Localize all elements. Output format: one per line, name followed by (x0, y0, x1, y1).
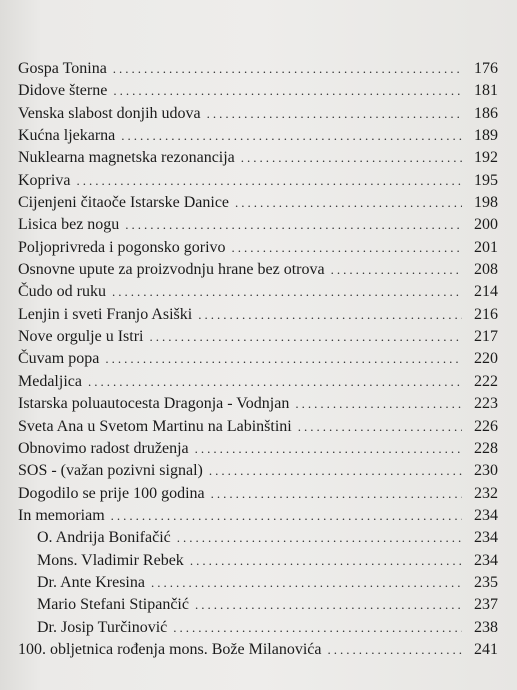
toc-entry-title: Nuklearna magnetska rezonancija (18, 149, 235, 167)
dot-leader (88, 374, 462, 390)
toc-entry (18, 485, 498, 507)
toc-entry-page: 216 (474, 305, 498, 323)
toc-entry-page: 195 (474, 171, 498, 189)
toc-entry-title: Dogodilo se prije 100 godina (18, 484, 205, 502)
toc-entry-title: Gospa Tonina (18, 60, 107, 77)
toc-entry (18, 306, 498, 328)
toc-entry-title: SOS - (važan pozivni signal) (18, 462, 203, 480)
dot-leader (190, 553, 462, 569)
toc-entry-title: Didove šterne (18, 82, 108, 100)
toc-entry (18, 395, 498, 417)
dot-leader (105, 351, 462, 367)
toc-entry-page: 181 (474, 82, 498, 100)
toc-entry-title: Čudo od ruku (18, 283, 106, 301)
toc-entry (18, 216, 498, 238)
toc-entry-page: 192 (474, 149, 498, 167)
toc-entry (18, 105, 498, 127)
dot-leader (177, 530, 462, 546)
toc-entry (18, 149, 498, 171)
dot-leader (211, 486, 462, 502)
dot-leader (112, 284, 462, 300)
toc-entry-page: 234 (474, 551, 498, 569)
dot-leader (207, 106, 462, 122)
toc-entry-title: Lisica bez nogu (18, 216, 120, 234)
dot-leader (198, 307, 462, 323)
dot-leader (241, 150, 462, 166)
dot-leader (331, 262, 462, 278)
toc-entry-title: In memoriam (18, 506, 105, 524)
toc-entry (18, 373, 498, 395)
toc-entry-page: 189 (474, 127, 498, 145)
toc-entry-title: Kopriva (18, 171, 71, 189)
toc-entry-title: Cijenjeni čitaoče Istarske Danice (18, 194, 230, 212)
toc-entry-page: 226 (474, 417, 498, 435)
toc-entry-title: Dr. Josip Turčinović (37, 618, 168, 636)
toc-entry (18, 261, 498, 283)
toc-entry-title: Istarska poluautocesta Dragonja - Vodnjan (18, 395, 290, 413)
dot-leader (125, 217, 462, 233)
toc-entry-page: 217 (474, 328, 498, 346)
dot-leader (121, 128, 462, 144)
toc-entry-page: 176 (474, 60, 498, 77)
toc-entry-page: 232 (474, 484, 498, 502)
toc-entry-title: Obnovimo radost druženja (18, 439, 189, 457)
toc-entry (18, 440, 498, 462)
toc-subentry (18, 596, 498, 618)
toc-entry-page: 223 (474, 395, 498, 413)
toc-subentry (18, 619, 498, 641)
toc-entry-page: 234 (474, 529, 498, 547)
dot-leader (298, 419, 462, 435)
toc-entry (18, 60, 498, 82)
toc-entry-page: 201 (474, 238, 498, 256)
toc-entry (18, 418, 498, 440)
toc-entry-title: Mario Stefani Stipančić (37, 596, 189, 614)
toc-entry-title: Mons. Vladimir Rebek (37, 551, 184, 569)
dot-leader (113, 61, 462, 77)
toc-entry-title: Sveta Ana u Svetom Martinu na Labinštini (18, 417, 292, 435)
dot-leader (232, 240, 462, 256)
dot-leader (327, 642, 462, 658)
toc-entry-title: Nove orgulje u Istri (18, 328, 144, 346)
toc-entry-title: Lenjin i sveti Franjo Asiški (18, 305, 193, 323)
dot-leader (195, 441, 462, 457)
toc-entry-page: 186 (474, 104, 498, 122)
toc-entry (18, 462, 498, 484)
toc-entry-title: 100. obljetnica rođenja mons. Bože Milanovića (18, 640, 322, 658)
toc-entry-page: 198 (474, 194, 498, 212)
toc-entry-page: 200 (474, 216, 498, 234)
toc-entry-page: 220 (474, 350, 498, 368)
dot-leader (235, 195, 462, 211)
dot-leader (151, 575, 462, 591)
dot-leader (295, 396, 462, 412)
dot-leader (111, 508, 462, 524)
toc-entry (18, 172, 498, 194)
toc-entry (18, 194, 498, 216)
toc-entry-title: Čuvam popa (18, 350, 100, 368)
toc-entry-page: 208 (474, 261, 498, 279)
toc-entry-page: 214 (474, 283, 498, 301)
toc-entry-title: Poljoprivreda i pogonsko gorivo (18, 238, 226, 256)
toc-entry-page: 238 (474, 618, 498, 636)
toc-subentry (18, 574, 498, 596)
toc-entry-page: 222 (474, 372, 498, 390)
toc-entry-title: O. Andrija Bonifačić (37, 529, 171, 547)
toc-subentry (18, 552, 498, 574)
toc-entry-title: Medaljica (18, 372, 82, 390)
toc-entry (18, 350, 498, 372)
toc-entry-page: 235 (474, 573, 498, 591)
dot-leader (113, 83, 462, 99)
toc-entry (18, 127, 498, 149)
dot-leader (76, 173, 462, 189)
dot-leader (195, 597, 462, 613)
toc-entry-page: 241 (474, 640, 498, 658)
toc-entry (18, 641, 498, 663)
toc-entry-page: 234 (474, 506, 498, 524)
dot-leader (209, 463, 462, 479)
toc-entry (18, 507, 498, 529)
dot-leader (173, 620, 462, 636)
toc-entry-page: 230 (474, 462, 498, 480)
toc-entry-title: Kućna ljekarna (18, 127, 116, 145)
toc-entry-page: 228 (474, 439, 498, 457)
toc-entry (18, 328, 498, 350)
toc-entry-title: Osnovne upute za proizvodnju hrane bez otrova (18, 261, 325, 279)
toc-entry-title: Dr. Ante Kresina (37, 573, 145, 591)
table-of-contents (18, 60, 498, 663)
dot-leader (149, 329, 462, 345)
toc-entry (18, 82, 498, 104)
toc-entry (18, 239, 498, 261)
toc-entry-page: 237 (474, 596, 498, 614)
toc-entry (18, 283, 498, 305)
toc-subentry (18, 529, 498, 551)
toc-entry-title: Venska slabost donjih udova (18, 104, 201, 122)
